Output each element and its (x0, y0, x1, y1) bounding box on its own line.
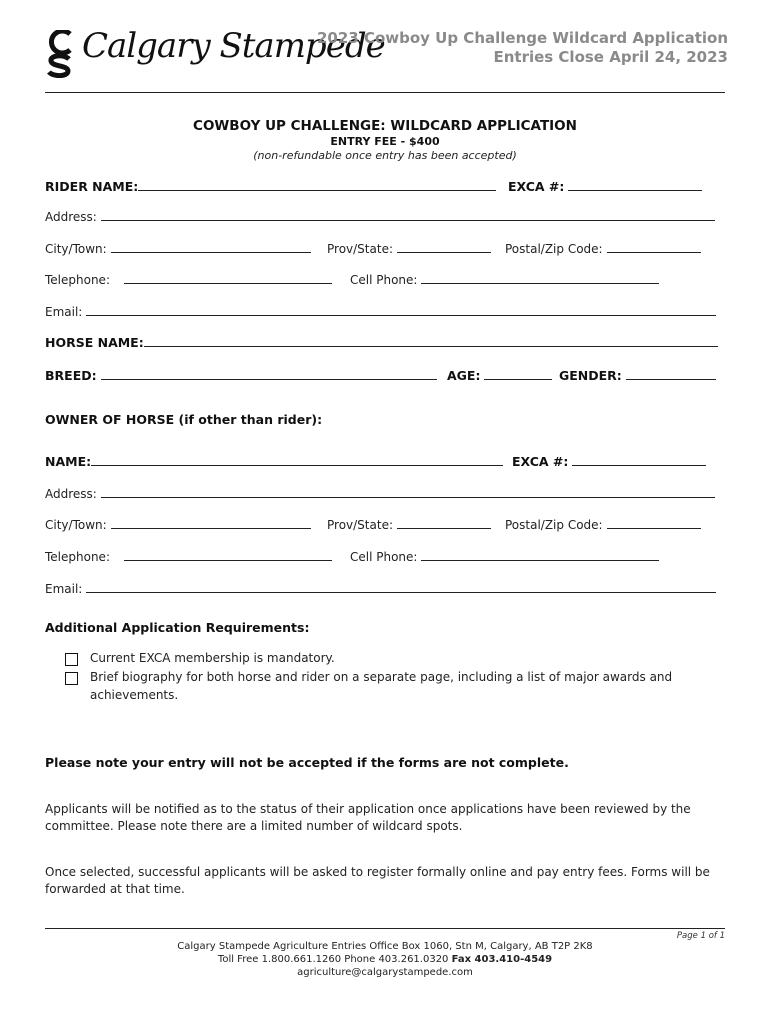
horse-breed-label: BREED: (45, 368, 97, 383)
biography-checkbox[interactable] (65, 672, 78, 685)
owner-city-row (45, 516, 311, 532)
owner-address-label: Address: (45, 487, 97, 501)
owner-name-row (45, 453, 503, 469)
owner-postal-row (505, 516, 701, 532)
rider-email-field[interactable] (86, 303, 716, 316)
owner-name-field[interactable] (91, 453, 503, 466)
footer-divider (45, 928, 725, 929)
requirement-item-1: Current EXCA membership is mandatory. (90, 651, 335, 665)
owner-exca-field[interactable] (572, 453, 706, 466)
rider-city-label: City/Town: (45, 242, 107, 256)
owner-exca-row (512, 453, 706, 469)
registration-paragraph: Once selected, successful applicants will be asked to register formally online and pay entry fees. Forms will be forwarded at that time. (45, 865, 710, 896)
rider-cell-row (350, 271, 659, 287)
rider-postal-label: Postal/Zip Code: (505, 242, 603, 256)
requirements-heading: Additional Application Requirements: (45, 620, 310, 635)
header-title: 2023 Cowboy Up Challenge Wildcard Application (316, 29, 728, 47)
owner-email-field[interactable] (86, 580, 716, 593)
horse-breed-field[interactable] (101, 367, 437, 380)
rider-prov-row (327, 240, 491, 256)
owner-address-field[interactable] (101, 485, 715, 498)
horse-gender-field[interactable] (626, 367, 716, 380)
horse-age-field[interactable] (484, 367, 552, 380)
rider-city-field[interactable] (111, 240, 311, 253)
page-number: Page 1 of 1 (676, 931, 725, 941)
exca-membership-checkbox[interactable] (65, 653, 78, 666)
rider-cell-field[interactable] (421, 271, 659, 284)
entry-fee: ENTRY FEE - $400 (330, 135, 440, 148)
rider-telephone-label: Telephone: (45, 273, 110, 287)
horse-age-label: AGE: (447, 368, 481, 383)
owner-telephone-row (45, 548, 332, 564)
owner-email-label: Email: (45, 582, 83, 596)
owner-exca-label: EXCA #: (512, 454, 569, 469)
rider-telephone-field[interactable] (124, 271, 332, 284)
rider-exca-row (508, 178, 702, 194)
horse-name-field[interactable] (144, 334, 718, 347)
owner-name-label: NAME: (45, 454, 92, 469)
rider-prov-field[interactable] (397, 240, 491, 253)
rider-postal-row (505, 240, 701, 256)
horse-age-row (447, 367, 552, 383)
footer-email-link[interactable]: agriculture@calgarystampede.com (297, 967, 473, 978)
owner-telephone-field[interactable] (124, 548, 332, 561)
rider-cell-label: Cell Phone: (350, 273, 418, 287)
owner-cell-row (350, 548, 659, 564)
horse-gender-row (559, 367, 716, 383)
rider-address-row (45, 208, 715, 224)
owner-prov-label: Prov/State: (327, 518, 393, 532)
owner-cell-label: Cell Phone: (350, 550, 418, 564)
horse-breed-row (45, 367, 437, 383)
rider-email-row (45, 303, 716, 319)
horse-name-label: HORSE NAME: (45, 335, 144, 350)
rider-address-label: Address: (45, 210, 97, 224)
horse-gender-label: GENDER: (559, 368, 622, 383)
footer-fax: Fax 403.410-4549 (451, 954, 553, 965)
owner-heading: OWNER OF HORSE (if other than rider): (45, 412, 323, 427)
footer-phone: Toll Free 1.800.661.1260 Phone 403.261.0320 (217, 954, 452, 965)
rider-name-field[interactable] (138, 178, 496, 191)
rider-prov-label: Prov/State: (327, 242, 393, 256)
owner-prov-row (327, 516, 491, 532)
fee-note: (non-refundable once entry has been accepted) (253, 149, 517, 162)
rider-exca-field[interactable] (568, 178, 702, 191)
requirement-item-2: Brief biography for both horse and rider on a separate page, including a list of major awards and (90, 670, 673, 684)
owner-prov-field[interactable] (397, 516, 491, 529)
owner-telephone-label: Telephone: (45, 550, 110, 564)
owner-address-row (45, 485, 715, 501)
rider-name-row (45, 178, 496, 194)
owner-city-field[interactable] (111, 516, 311, 529)
owner-city-label: City/Town: (45, 518, 107, 532)
rider-postal-field[interactable] (607, 240, 701, 253)
notification-paragraph: Applicants will be notified as to the status of their application once applications have been reviewed by the committee. Please note there are a limited number of wildcard spots. (45, 802, 691, 833)
rider-telephone-row (45, 271, 332, 287)
completeness-notice: Please note your entry will not be accepted if the forms are not complete. (45, 755, 569, 770)
owner-email-row (45, 580, 716, 596)
owner-cell-field[interactable] (421, 548, 659, 561)
footer-contact (0, 954, 770, 965)
requirement-item-2-continued: achievements. (90, 688, 179, 702)
header-deadline: Entries Close April 24, 2023 (493, 48, 728, 66)
rider-email-label: Email: (45, 305, 83, 319)
rider-city-row (45, 240, 311, 256)
horse-name-row (45, 334, 718, 350)
owner-postal-label: Postal/Zip Code: (505, 518, 603, 532)
rider-address-field[interactable] (101, 208, 715, 221)
rider-exca-label: EXCA #: (508, 179, 565, 194)
header-divider (45, 92, 725, 93)
rider-name-label: RIDER NAME: (45, 179, 139, 194)
calgary-stampede-logo: Calgary Stampede (82, 26, 385, 66)
form-title: COWBOY UP CHALLENGE: WILDCARD APPLICATION (193, 118, 577, 134)
footer-address: Calgary Stampede Agriculture Entries Office Box 1060, Stn M, Calgary, AB T2P 2K8 (177, 941, 593, 952)
owner-postal-field[interactable] (607, 516, 701, 529)
